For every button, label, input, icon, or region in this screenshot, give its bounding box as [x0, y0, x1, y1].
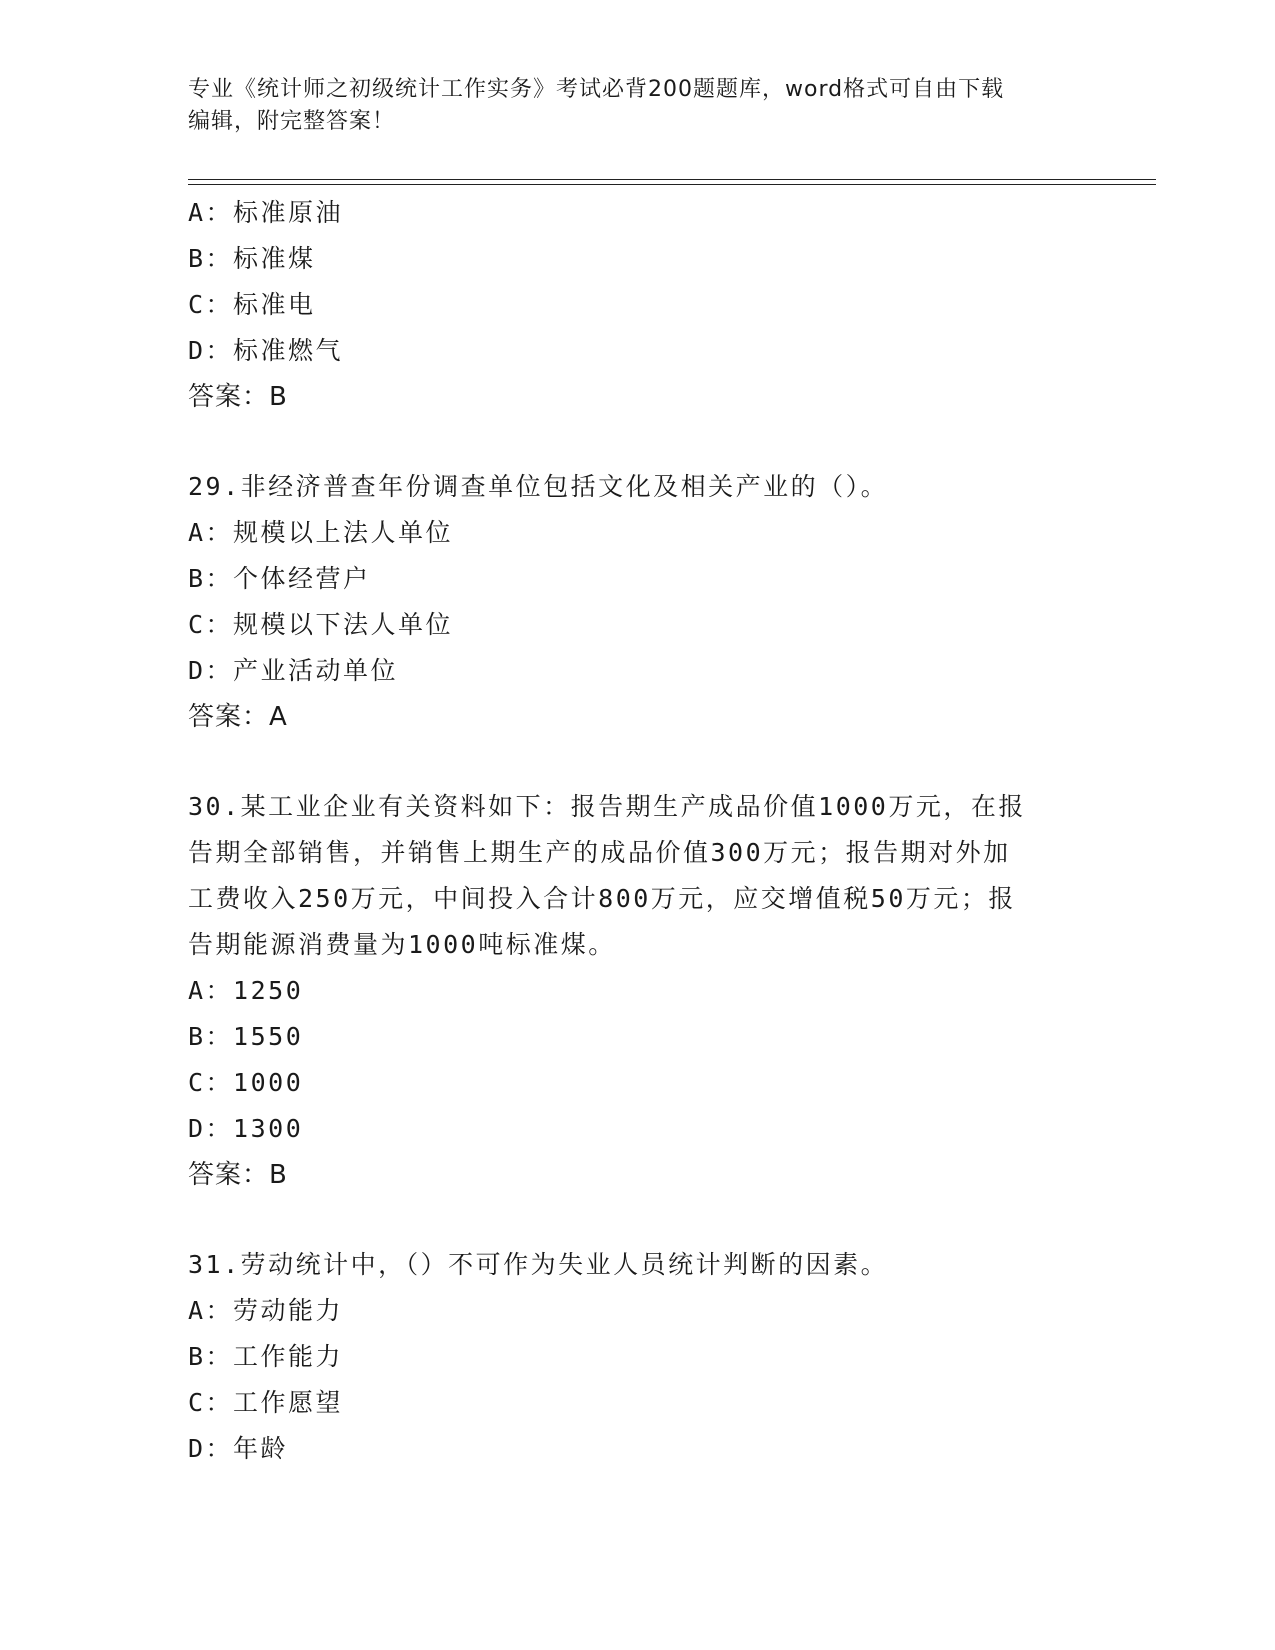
question-stem-line-1: 30.某工业企业有关资料如下：报告期生产成品价值1000万元，在报: [188, 792, 1026, 821]
option-b: B：个体经营户: [188, 564, 371, 593]
question-28: [188, 190, 1088, 420]
option-c: C：1000: [188, 1068, 304, 1097]
spacer: [188, 1198, 1088, 1242]
header-divider-bottom: [188, 184, 1156, 185]
option-b: B：1550: [188, 1022, 304, 1051]
option-a: A：劳动能力: [188, 1296, 344, 1325]
answer-line: 答案：B: [188, 1160, 288, 1190]
option-b: B：标准煤: [188, 244, 316, 273]
question-31: [188, 1242, 1088, 1472]
question-29: [188, 464, 1088, 740]
document-header: [188, 74, 1088, 138]
option-b: B：工作能力: [188, 1342, 344, 1371]
question-stem-line-3: 工费收入250万元，中间投入合计800万元，应交增值税50万元；报: [188, 884, 1016, 913]
option-d: D：产业活动单位: [188, 656, 399, 685]
option-d: D：1300: [188, 1114, 304, 1143]
option-a: A：标准原油: [188, 198, 344, 227]
option-c: C：标准电: [188, 290, 316, 319]
answer-line: 答案：A: [188, 702, 288, 732]
question-stem-line-2: 告期全部销售，并销售上期生产的成品价值300万元；报告期对外加: [188, 838, 1011, 867]
answer-line: 答案：B: [188, 382, 288, 412]
question-stem: 31.劳动统计中，（）不可作为失业人员统计判断的因素。: [188, 1250, 889, 1279]
option-c: C：工作愿望: [188, 1388, 344, 1417]
option-a: A：1250: [188, 976, 304, 1005]
question-30: [188, 784, 1088, 1198]
header-line-1: 专业《统计师之初级统计工作实务》考试必背200题题库，word格式可自由下载: [188, 77, 1005, 102]
option-a: A：规模以上法人单位: [188, 518, 454, 547]
question-list: [188, 190, 1088, 1472]
option-d: D：标准燃气: [188, 336, 344, 365]
spacer: [188, 740, 1088, 784]
option-c: C：规模以下法人单位: [188, 610, 454, 639]
header-divider-top: [188, 179, 1156, 180]
header-line-2: 编辑，附完整答案！: [188, 109, 396, 134]
spacer: [188, 420, 1088, 464]
question-stem: 29.非经济普查年份调查单位包括文化及相关产业的（）。: [188, 472, 889, 501]
option-d: D：年龄: [188, 1434, 289, 1463]
question-stem-line-4: 告期能源消费量为1000吨标准煤。: [188, 930, 616, 959]
